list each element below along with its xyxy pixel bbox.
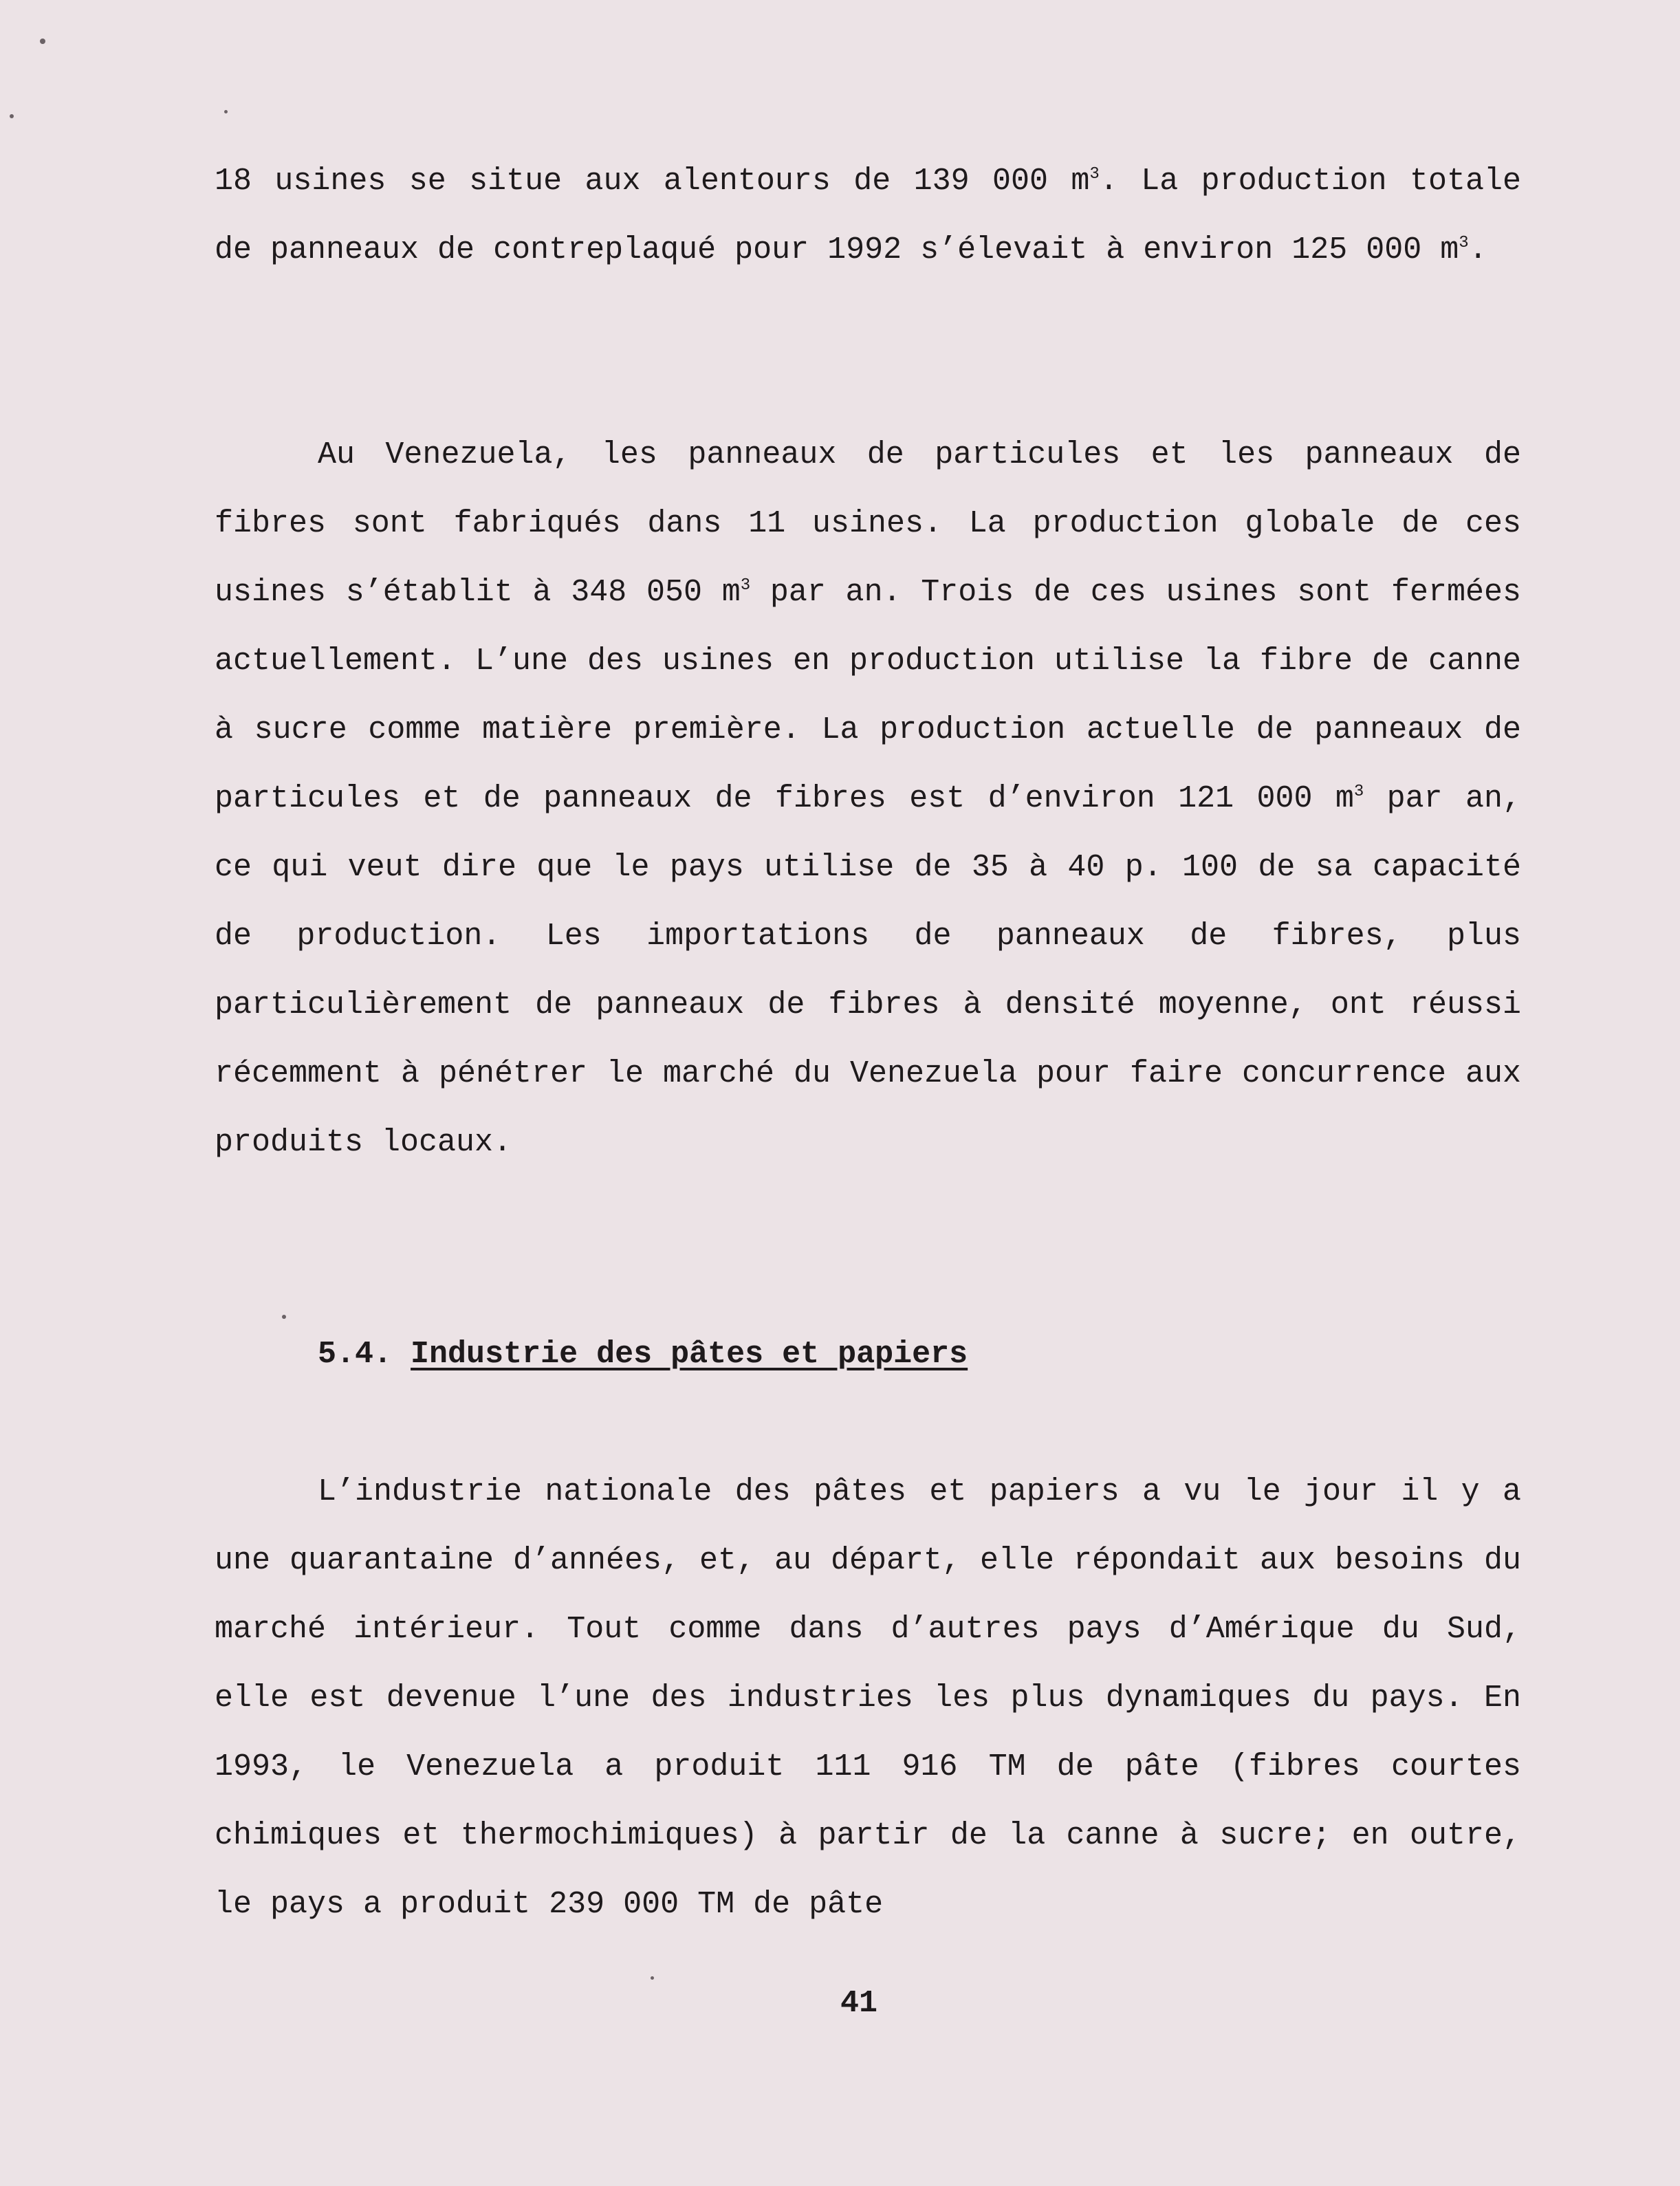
section-number: 5.4. xyxy=(318,1337,393,1372)
scan-speck xyxy=(282,1315,286,1319)
section-title: Industrie des pâtes et papiers xyxy=(411,1337,968,1372)
text-run: 18 usines se situe aux alentours de 139 000 m xyxy=(215,164,1090,199)
superscript: 3 xyxy=(1459,234,1469,252)
scan-speck xyxy=(10,114,14,118)
paragraph-plywood-production xyxy=(215,147,1521,285)
paragraph-pulp-paper-industry xyxy=(215,1458,1521,1939)
text-run: . xyxy=(1468,232,1487,267)
superscript: 3 xyxy=(1089,165,1100,184)
text-run: L’industrie nationale des pâtes et papiers a vu le jour il y a une quarantaine d’années, et, au départ, elle répondait aux besoins du marché intérieur. Tout comme dans d’autres pays d’Amérique du Sud, elle est devenue l’une des industries les plus dynamiques du pays. En 1993, le Venezuela a produit 111 916 TM de pâte (fibres courtes chimiques et thermochimiques) à partir de la canne à sucre; en outre, le pays a produit 239 000 TM de pâte xyxy=(215,1474,1521,1922)
scan-speck xyxy=(651,1976,654,1980)
text-run: Au Venezuela, les panneaux de particules et les panneaux de fibres sont fabriqués dans 11 usines. La production globale de ces usines s’établit à 348 050 m xyxy=(215,437,1521,610)
section-heading xyxy=(318,1320,968,1389)
superscript: 3 xyxy=(1353,783,1364,801)
text-run: par an, ce qui veut dire que le pays utilise de 35 à 40 p. 100 de sa capacité de production. Les importations de panneaux de fibres, plus particulièrement de panneaux de fibres à densité moyenne, ont réussi récemment à pénétrer le marché du Venezuela pour faire concurrence aux produits locaux. xyxy=(215,781,1521,1160)
paragraph-particleboard-venezuela xyxy=(215,421,1521,1177)
text-run: par an. Trois de ces usines sont fermées actuellement. L’une des usines en production utilise la fibre de canne à sucre comme matière première. La production actuelle de panneaux de particules et de panneaux de fibres est d’environ 121 000 m xyxy=(215,575,1522,816)
superscript: 3 xyxy=(740,576,751,595)
text-run: . La production totale de panneaux de contreplaqué pour 1992 s’élevait à environ 125 000 m xyxy=(215,164,1521,267)
scan-speck xyxy=(224,110,228,113)
scan-speck xyxy=(40,39,45,44)
page-number: 41 xyxy=(840,1986,878,2021)
